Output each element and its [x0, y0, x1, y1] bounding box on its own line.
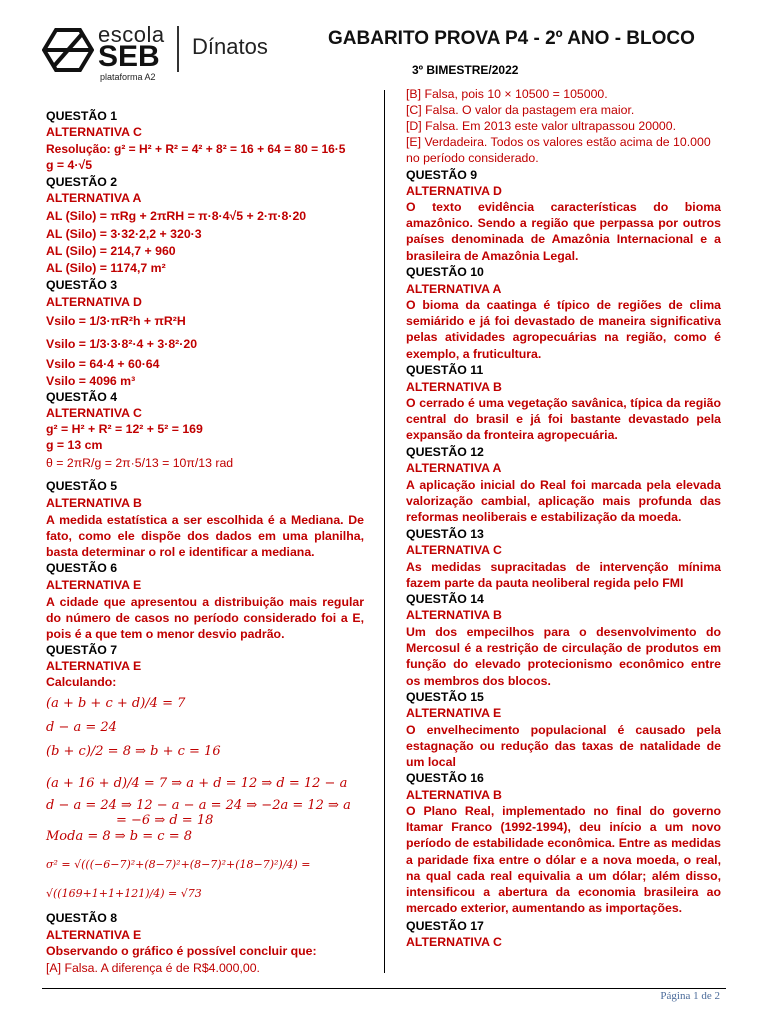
answer-text: Um dos empecilhos para o desenvolvimento do Mercosul é a restrição de circulação de produtos em função do elevado protecionismo econômico entre os membros dos blocos.: [406, 625, 721, 688]
math-line: (a + b + c + d)/4 = 7: [46, 696, 186, 711]
answer-choice: ALTERNATIVA C: [46, 125, 142, 139]
answer-choice: ALTERNATIVA C: [46, 406, 142, 420]
resolution-line: Vsilo = 1/3·3·8²·4 + 3·8²·20: [46, 337, 198, 351]
answer-text: As medidas supracitadas de intervenção mínima fazem parte da pauta neoliberal regida pelo FMI: [406, 560, 721, 591]
question-heading: QUESTÃO 15: [406, 690, 484, 704]
logo-text-dinatos: Dínatos: [192, 34, 268, 59]
answer-text: O cerrado é uma vegetação savânica, típica da região central do brasil e já foi bastante devastado pela expansão da fronteira agropecuária.: [406, 396, 721, 443]
page-subtitle: 3º BIMESTRE/2022: [412, 63, 519, 77]
answer-choice: ALTERNATIVA B: [406, 608, 502, 622]
answer-choice: ALTERNATIVA A: [46, 191, 142, 205]
answer-text: A medida estatística a ser escolhida é a Mediana. De fato, como ele dispõe dos dados em uma planilha, basta determinar o rol e identificar a mediana.: [46, 513, 364, 560]
answer-choice: ALTERNATIVA E: [46, 659, 142, 673]
answer-choice: ALTERNATIVA C: [406, 543, 502, 557]
question-heading: QUESTÃO 1: [46, 109, 118, 123]
answer-text: [D] Falsa. Em 2013 este valor ultrapassou 20000.: [406, 119, 676, 133]
logo-text-seb: SEB: [98, 40, 160, 73]
resolution-line: AL (Silo) = 214,7 + 960: [46, 244, 176, 258]
question-heading: QUESTÃO 14: [406, 592, 484, 606]
answer-choice: ALTERNATIVA D: [46, 295, 142, 309]
answer-choice: ALTERNATIVA B: [406, 380, 502, 394]
resolution-line: Resolução: g² = H² + R² = 4² + 8² = 16 + 64 = 80 = 16·5: [46, 142, 346, 156]
answer-text: A cidade que apresentou a distribuição mais regular do número de casos no período considerado foi a E, pois é a que tem o menor desvio padrão.: [46, 595, 364, 642]
question-heading: QUESTÃO 10: [406, 265, 484, 279]
answer-choice: ALTERNATIVA A: [406, 461, 502, 475]
answer-choice: ALTERNATIVA A: [406, 282, 502, 296]
answer-text: A aplicação inicial do Real foi marcada pela elevada valorização cambial, aplicação mais profunda das reformas neoliberais e estabilização da moeda.: [406, 478, 721, 525]
escola-seb-logo: [42, 22, 282, 82]
answer-choice: ALTERNATIVA B: [46, 496, 142, 510]
question-heading: QUESTÃO 5: [46, 479, 118, 493]
answer-choice: ALTERNATIVA E: [46, 928, 142, 942]
math-line: Moda = 8 ⇒ b = c = 8: [46, 829, 192, 844]
seb-logo-icon: [42, 28, 94, 72]
question-heading: QUESTÃO 13: [406, 527, 484, 541]
resolution-line: θ = 2πR/g = 2π·5/13 = 10π/13 rad: [46, 456, 234, 470]
answer-text: Calculando:: [46, 675, 117, 689]
column-divider: [384, 90, 385, 973]
question-heading: QUESTÃO 17: [406, 919, 484, 933]
answer-text: [A] Falsa. A diferença é de R$4.000,00.: [46, 961, 260, 975]
question-heading: QUESTÃO 11: [406, 363, 484, 377]
question-heading: QUESTÃO 9: [406, 168, 478, 182]
answer-text: O Plano Real, implementado no final do governo Itamar Franco (1992-1994), deu início a um novo período de estabilidade econômica. Entre as medidas a paridade fixa entre o dólar e a nova moeda, o real, na qual cada real equivalia a um dólar; além disso, intensificou a abertura da economia brasileira ao mercado exterior, aumentando as importações.: [406, 804, 721, 916]
logo-text-escola: escola: [98, 22, 165, 47]
resolution-line: g = 4·√5: [46, 158, 93, 172]
page-number: Página 1 de 2: [660, 990, 720, 1002]
math-line: = −6 ⇒ d = 18: [116, 813, 214, 828]
resolution-line: Vsilo = 64·4 + 60·64: [46, 357, 160, 371]
question-heading: QUESTÃO 2: [46, 175, 118, 189]
answer-choice: ALTERNATIVA B: [406, 788, 502, 802]
resolution-line: AL (Silo) = πRg + 2πRH = π·8·4√5 + 2·π·8·20: [46, 209, 307, 223]
logo-separator: [177, 26, 179, 72]
resolution-line: Vsilo = 1/3·πR²h + πR²H: [46, 314, 186, 328]
answer-text: [C] Falsa. O valor da pastagem era maior.: [406, 103, 635, 117]
answer-text: [B] Falsa, pois 10 × 10500 = 105000.: [406, 87, 608, 101]
answer-choice: ALTERNATIVA D: [406, 184, 502, 198]
math-line: d − a = 24 ⇒ 12 − a − a = 24 ⇒ −2a = 12 ⇒ a: [46, 798, 351, 813]
resolution-line: AL (Silo) = 3·32·2,2 + 320·3: [46, 227, 202, 241]
question-heading: QUESTÃO 8: [46, 911, 118, 925]
question-heading: QUESTÃO 4: [46, 390, 118, 404]
resolution-line: g = 13 cm: [46, 438, 103, 452]
resolution-line: Vsilo = 4096 m³: [46, 374, 136, 388]
answer-text: O envelhecimento populacional é causado pela estagnação ou redução das taxas de natalidade de um local: [406, 723, 721, 770]
question-heading: QUESTÃO 7: [46, 643, 118, 657]
math-line: (a + 16 + d)/4 = 7 ⇒ a + d = 12 ⇒ d = 12 − a: [46, 776, 348, 791]
answer-choice: ALTERNATIVA E: [406, 706, 502, 720]
footer-rule: [42, 988, 726, 989]
question-heading: QUESTÃO 3: [46, 278, 118, 292]
logo-text-plataforma: plataforma A2: [100, 72, 156, 82]
answer-choice: ALTERNATIVA C: [406, 935, 502, 949]
answer-text: Observando o gráfico é possível concluir que:: [46, 944, 317, 958]
answer-text: O texto evidência características do bioma amazônico. Sendo a região que perpassa por outros países denominada de Amazônia Internacional e a brasileira de Amazônia Legal.: [406, 200, 721, 263]
math-line: √((169+1+1+121)/4) = √73: [46, 887, 202, 900]
question-heading: QUESTÃO 16: [406, 771, 484, 785]
math-line: (b + c)/2 = 8 ⇒ b + c = 16: [46, 744, 221, 759]
answer-choice: ALTERNATIVA E: [46, 578, 142, 592]
math-line: d − a = 24: [46, 720, 117, 735]
question-heading: QUESTÃO 6: [46, 561, 118, 575]
answer-text: O bioma da caatinga é típico de regiões de clima semiárido e já foi devastado de maneira significativa pelas atividades agropecuárias na região, como é exemplo, a fruticultura.: [406, 298, 721, 361]
resolution-line: g² = H² + R² = 12² + 5² = 169: [46, 422, 203, 436]
math-line: σ² = √(((−6−7)²+(8−7)²+(8−7)²+(18−7)²)/4) =: [46, 858, 311, 871]
question-heading: QUESTÃO 12: [406, 445, 484, 459]
resolution-line: AL (Silo) = 1174,7 m²: [46, 261, 166, 275]
page-title: GABARITO PROVA P4 - 2º ANO - BLOCO: [328, 28, 695, 49]
answer-text: [E] Verdadeira. Todos os valores estão acima de 10.000 no período considerado.: [406, 135, 711, 166]
